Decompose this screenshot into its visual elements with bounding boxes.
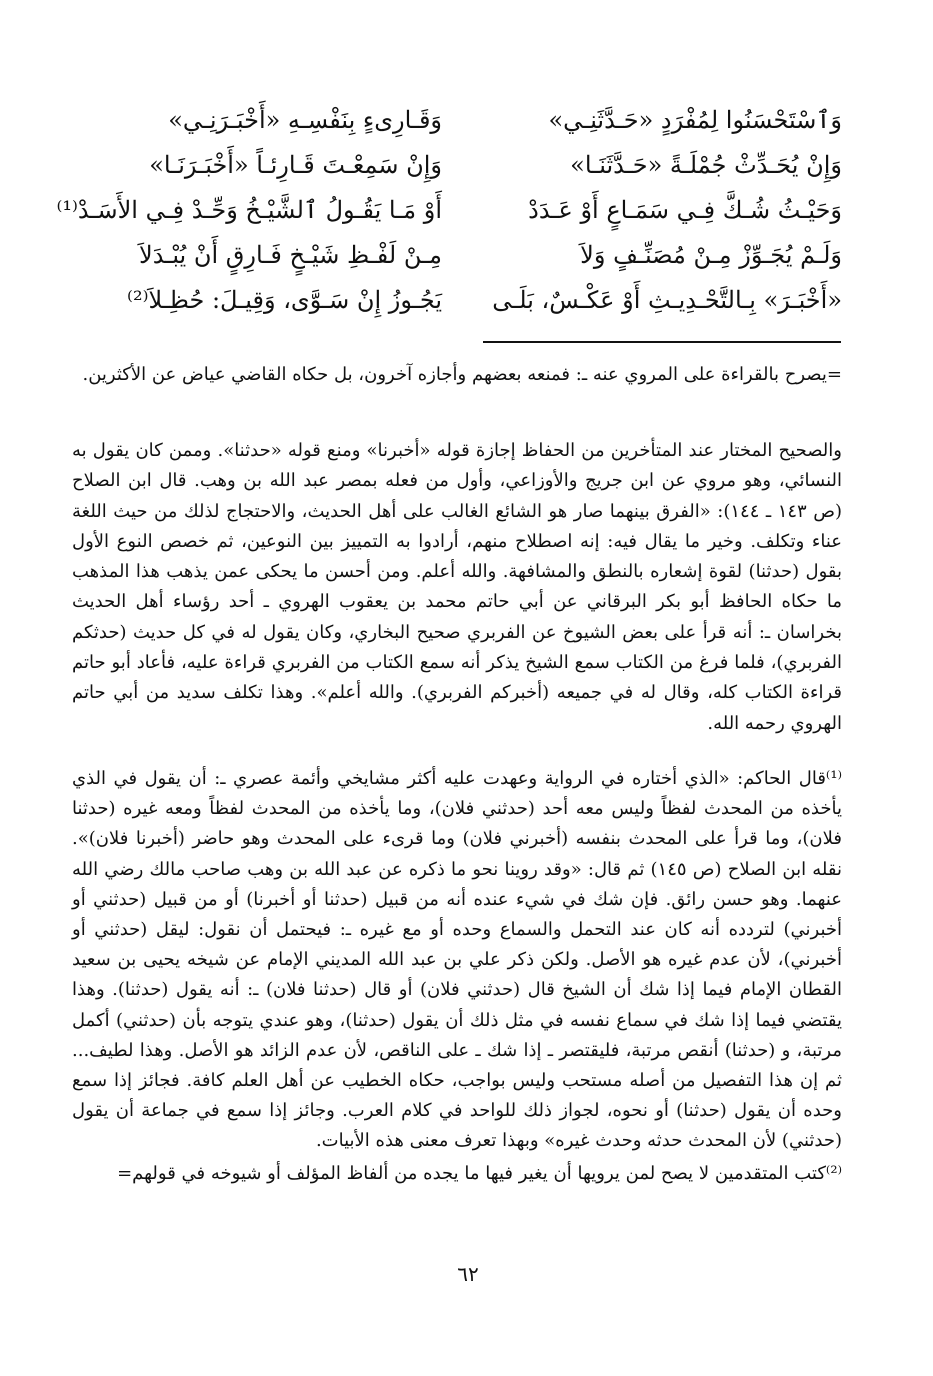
verse-second-hemistich: أَوْ مَـا يَقُـولُ ٱلشَّيْـخُ وَحِّـدْ فِـي الأَسَـدْ⁽¹⁾ (56, 196, 442, 224)
footnote-1 (72, 764, 842, 1157)
verse-second-hemistich: يَجُـوزُ إِنْ سَـوَّى، وَقِيـلَ: حُظِـلاَ⁽²⁾ (127, 286, 442, 314)
footnote-continuation (72, 360, 842, 390)
verse-first-hemistich: وَلَـمْ يُجَـوِّزْ مِـنْ مُصَنِّـفٍ وَلاَ (580, 241, 842, 269)
footnote-2 (72, 1159, 842, 1189)
verse-row (72, 98, 842, 143)
page-number: ٦٢ (457, 1262, 479, 1286)
verse-row (72, 233, 842, 278)
footnote-continuation-text: =يصرح بالقراءة على المروي عنه ـ: فمنعه بعضهم وأجازه آخرون، بل حكاه القاضي عياض عن الأكثرين. (82, 364, 842, 385)
footnotes (72, 764, 842, 1191)
footnote-text: ⁽²⁾كتب المتقدمين لا يصح لمن يرويها أن يغير فيها ما يجده من ألفاظ المؤلف أو شيوخه في قولهم= (117, 1162, 842, 1184)
verse-block (56, 98, 842, 338)
footnote-separator (483, 341, 841, 343)
verse-row (72, 278, 842, 323)
commentary-text: والصحيح المختار عند المتأخرين من الحفاظ إجازة قوله «أخبرنا» ومنع قوله «حدثنا». وممن كان يقول به النسائي، وهو مروي عن ابن جريج والأوزاعي، وأول من فعله بمصر عبد الله بن وهب. قال ابن الصلاح (ص ١٤٣ ـ ١٤٤): «الفرق بينهما صار هو الشائع الغالب على أهل الحديث، والاحتجاج لذلك من حيث اللغة عناء وتكلف. وخير ما يقال فيه: إنه اصطلاح منهم، أرادوا به التمييز بين النوعين، ثم خصص النوع الأول بقول (حدثنا) لقوة إشعاره بالنطق والمشافهة. والله أعلم. ومن أحسن ما يحكى عمن يذهب هذا المذهب ما حكاه الحافظ أبو بكر البرقاني عن أبي حاتم محمد بن يعقوب الهروي ـ أحد رؤساء أهل الحديث بخراسان ـ: أنه قرأ على بعض الشيوخ عن الفربري صحيح البخاري، وكان يقول له في كل حديث (حدثكم الفربري)، فلما فرغ من الكتاب سمع الشيخ يذكر أنه سمع الكتاب من الفربري قراءة عليه، فأعاد أبو حاتم قراءة الكتاب كله، وقال له في جميعه (أخبركم الفربري). والله أعلم». وهذا تكلف سديد من أبي حاتم الهروي رحمه الله. (72, 440, 842, 734)
commentary-paragraph (72, 436, 842, 739)
verse-second-hemistich: وَقَـارِىءٍ بِنَفْسِـهِ «أَخْبَـرَنِـي» (168, 106, 442, 134)
verse-row (56, 188, 842, 233)
verse-first-hemistich: وَإِنْ يُحَـدِّثْ جُمْلَـةً «حَـدَّثَنَـا» (570, 151, 842, 179)
verse-second-hemistich: وَإِنْ سَمِعْـتَ قَـارِئـاً «أَخْبَـرَنَـا» (149, 151, 442, 179)
verse-second-hemistich: مِـنْ لَفْـظِ شَيْـخٍ فَـارِقٍ أَنْ يُبْـدَلاَ (139, 241, 442, 269)
verse-first-hemistich: «أَخْبَـرَ» بِـالتَّحْـدِيـثِ أَوْ عَكْـسٌ، بَلَـى (492, 286, 842, 314)
footnote-text: ⁽¹⁾قال الحاكم: «الذي أختاره في الرواية وعهدت عليه أكثر مشايخي وأئمة عصري ـ: أن يقول في الذي يأخذه من المحدث لفظاً وليس معه أحد (حدثني فلان)، وما يأخذه من المحدث لفظاً ومعه غيره (حدثنا فلان)، وما قرأ على المحدث بنفسه (أخبرني فلان) وما قرىء على المحدث وهو حاضر (أخبرنا فلان)». نقله ابن الصلاح (ص ١٤٥) ثم قال: «وقد روينا نحو ما ذكره عن عبد الله بن وهب صاحب مالك رضي الله عنهما. وهو حسن رائق. فإن شك في شيء عنده أنه من قبيل (حدثنا أو أخبرنا) أو من قبيل (حدثني أو أخبرني) لتردده أنه كان عند التحمل والسماع وحده أو مع غيره ـ: فيحتمل أن نقول: ليقل (حدثني أو أخبرني)، لأن عدم غيره هو الأصل. ولكن ذكر علي بن عبد الله المديني الإمام عن شيخه يحيى بن سعيد القطان الإمام فيما إذا شك أن الشيخ قال (حدثني فلان) أو قال (حدثنا فلان) ـ: أنه يقول (حدثنا). وهذا يقتضي فيما إذا شك في سماع نفسه في مثل ذلك أن يقول (حدثنا)، وهو عندي يتوجه بأن (حدثني) أكمل مرتبة، و (حدثنا) أنقص مرتبة، فليقتصر ـ إذا شك ـ على الناقص، لأن عدم الزائد هو الأصل. وهذا لطيف... ثم إن هذا التفصيل من أصله مستحب وليس بواجب، حكاه الخطيب عن أهل العلم كافة. فجائز إذا سمع وحده أن يقول (حدثنا) أو نحوه، لجواز ذلك للواحد في كلام العرب. وجائز إذا سمع في جماعة أن يقول (حدثني) لأن المحدث حدثه وحدث غيره» وبهذا تعرف معنى هذه الأبيات. (72, 768, 843, 1152)
verse-row (72, 143, 842, 188)
verse-first-hemistich: وَٱسْتَحْسَنُوا لِمُفْرَدٍ «حَـدَّثَنِـي» (548, 106, 842, 134)
verse-first-hemistich: وَحَيْـثُ شُـكَّ فِـي سَمَـاعٍ أَوْ عَـدَدْ (528, 196, 842, 224)
